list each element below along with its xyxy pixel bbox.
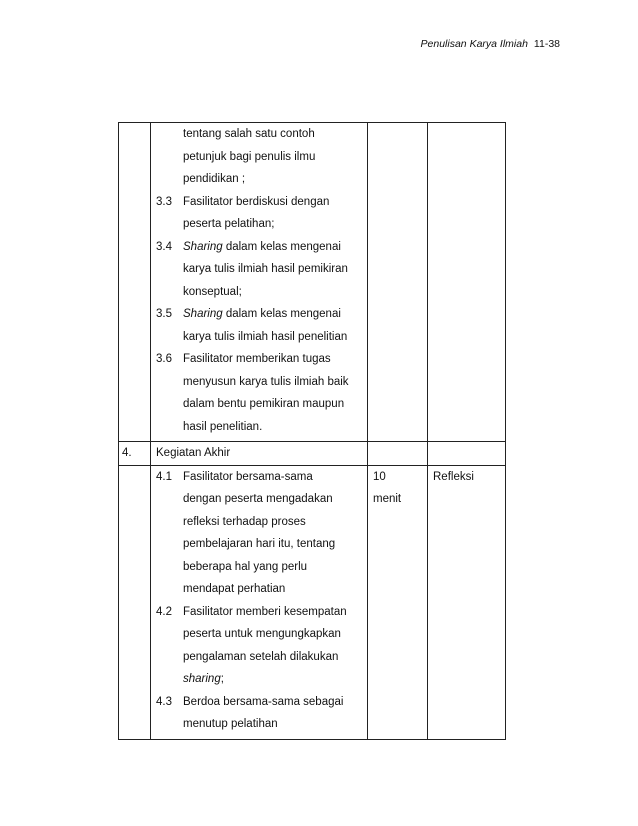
text-line: tentang salah satu contoh (183, 128, 315, 140)
activity-cell (151, 123, 368, 442)
italic-term: Sharing (183, 240, 223, 253)
text-line: pembelajaran hari itu, tentang (183, 538, 336, 550)
text-line: petunjuk bagi penulis ilmu (183, 150, 316, 163)
italic-term: sharing (183, 673, 221, 685)
method-cell (428, 442, 506, 466)
section-row (119, 442, 506, 466)
list-item (156, 191, 364, 236)
italic-term: Sharing (183, 308, 223, 320)
text-line: Fasilitator bersama-sama (183, 470, 313, 483)
text-line: dalam bentu pemikiran maupun (183, 398, 345, 410)
text-fragment: ; (220, 673, 224, 685)
activity-table (118, 122, 506, 740)
text-line: karya tulis ilmiah hasil penelitian (183, 330, 348, 343)
page-header (421, 38, 560, 50)
text-fragment: dalam kelas mengenai (222, 240, 341, 253)
text-line: Fasilitator berdiskusi dengan (183, 195, 330, 208)
section-title: Kegiatan Akhir (151, 442, 368, 466)
item-number: 3.5 (156, 308, 172, 320)
number-cell (119, 123, 151, 442)
method-cell: Refleksi (428, 465, 506, 739)
text-line: peserta untuk mengungkapkan (183, 628, 341, 640)
item-number: 4.1 (156, 470, 172, 483)
item-number: 3.6 (156, 353, 172, 365)
activity-cell (151, 465, 368, 739)
list-item (156, 236, 364, 304)
method-cell (428, 123, 506, 442)
text-line: mendapat perhatian (183, 583, 286, 595)
list-item (156, 691, 364, 736)
list-item (156, 601, 364, 691)
duration-cell (368, 465, 428, 739)
item-number: 3.3 (156, 195, 172, 208)
table-row (119, 123, 506, 442)
item-number: 4.2 (156, 605, 172, 618)
text-line: menyusun karya tulis ilmiah baik (183, 375, 349, 388)
text-line: peserta pelatihan; (183, 218, 275, 230)
item-number: 4.3 (156, 695, 172, 708)
text-line: pendidikan ; (183, 173, 246, 185)
text-line: Fasilitator memberikan tugas (183, 353, 331, 365)
text-line: hasil penelitian. (183, 420, 263, 433)
text-line: refleksi terhadap proses (183, 515, 306, 528)
list-item (156, 303, 364, 348)
page-number: 11-38 (533, 38, 560, 50)
text-line: Fasilitator memberi kesempatan (183, 605, 347, 618)
duration-value: 10 (373, 470, 386, 483)
text-line: karya tulis ilmiah hasil pemikiran (183, 263, 348, 275)
text-line: pengalaman setelah dilakukan (183, 650, 339, 663)
text-line: menutup pelatihan (183, 718, 278, 730)
number-cell (119, 465, 151, 739)
section-number: 4. (119, 442, 151, 466)
table-row (119, 465, 506, 739)
text-line: Berdoa bersama-sama sebagai (183, 695, 344, 708)
duration-cell (368, 123, 428, 442)
continued-text (156, 123, 364, 191)
text-line: beberapa hal yang perlu (183, 560, 308, 573)
list-item (156, 348, 364, 438)
duration-unit: menit (373, 493, 402, 505)
text-line: konseptual; (183, 285, 242, 298)
duration-cell (368, 442, 428, 466)
header-title: Penulisan Karya Ilmiah (420, 38, 528, 50)
text-line: dengan peserta mengadakan (183, 493, 333, 505)
list-item (156, 466, 364, 601)
item-number: 3.4 (156, 240, 172, 253)
text-fragment: dalam kelas mengenai (222, 308, 341, 320)
